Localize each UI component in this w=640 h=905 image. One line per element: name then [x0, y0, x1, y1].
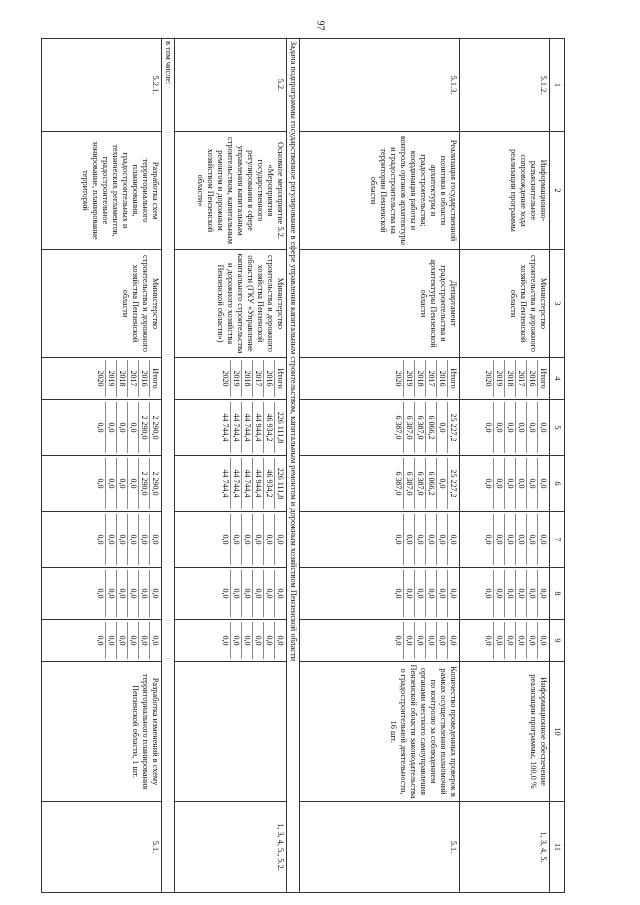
- c7-value: 0,0: [274, 514, 285, 565]
- c7-value: 0,0: [414, 514, 425, 565]
- cell-c9: [460, 620, 550, 662]
- c9-value: 0,0: [484, 635, 493, 646]
- years-value: 2019: [493, 360, 504, 397]
- activity-name: Реализация государственной политики в области архитектуры и градостроительства; координация работы и контроль органов архитектуры и градостроительства на территории Пензенской области: [300, 132, 460, 250]
- indicator: Количество проведенных проверок в рамках осуществления полномочий по контролю за соблюдением органами местного самоуправления Пензенской области законодательства о градостроительной деятельности, 16 шт.: [300, 662, 460, 802]
- c5-value: 6 066,2: [425, 402, 436, 453]
- c7-value: 0,0: [526, 514, 537, 565]
- c5-value: 0,0: [116, 402, 127, 453]
- c7-value: 0,0: [127, 514, 138, 565]
- executor: Министерство строительства и дорожного хозяйства Пензенской области: [42, 250, 162, 358]
- c8-value: 0,0: [221, 588, 230, 599]
- c6-value: 0,0: [526, 458, 537, 509]
- years-value: 2020: [221, 370, 230, 387]
- years-value: 2018: [116, 360, 127, 397]
- years-value: Итого: [274, 360, 285, 397]
- years-value: Итого: [537, 360, 548, 397]
- c6-value: 2 290,0: [149, 458, 160, 509]
- cell-c6: [300, 456, 460, 512]
- c9-value: 0,0: [537, 622, 548, 659]
- c8-value: 0,0: [493, 570, 504, 617]
- c7-value: 0,0: [263, 514, 274, 565]
- cell-c5: [300, 400, 460, 456]
- c5-value: 6 387,0: [403, 402, 414, 453]
- cell-c8: [300, 568, 460, 620]
- rotated-page: [47, 38, 565, 892]
- activity-name: Основное мероприятие 5.2. «Мероприятия государственного регулирования в сфере управления капитальным строительством, капитальным ремонтом и дорожным хозяйством Пензенской области»: [175, 132, 287, 250]
- years-value: Итого: [149, 360, 160, 397]
- c8-value: 0,0: [447, 570, 458, 617]
- years-value: 2018: [414, 360, 425, 397]
- indicator: Информационное обеспечение реализации программы, 100,0 %: [460, 662, 550, 802]
- table-row: [460, 39, 550, 893]
- years-value: 2017: [515, 360, 526, 397]
- cell-years: [175, 358, 287, 400]
- c5-value: 6 387,0: [394, 415, 403, 440]
- task-heading: Задача подпрограммы государственное регулирование в сфере управления капитальным строительством, капитальным ремонтом и дорожным хозяйством Пензенской области: [287, 39, 300, 893]
- c8-value: 0,0: [414, 570, 425, 617]
- c9-value: 0,0: [526, 622, 537, 659]
- c7-value: 0,0: [425, 514, 436, 565]
- table-row: [42, 39, 162, 893]
- c5-value: 44 944,4: [252, 402, 263, 453]
- c6-value: 44 744,4: [241, 458, 252, 509]
- c9-value: 0,0: [252, 622, 263, 659]
- c5-value: 2 290,0: [149, 402, 160, 453]
- program-table: [41, 38, 565, 893]
- c6-value: 6 387,0: [414, 458, 425, 509]
- years-value: 2019: [403, 360, 414, 397]
- c6-value: 0,0: [436, 458, 447, 509]
- activity-name: Информационно-разъяснительное сопровождение хода реализации программы: [460, 132, 550, 250]
- c6-value: 0,0: [537, 458, 548, 509]
- c5-value: 46 934,2: [263, 402, 274, 453]
- c8-value: 0,0: [403, 570, 414, 617]
- years-value: 2019: [230, 360, 241, 397]
- c9-value: 0,0: [230, 622, 241, 659]
- c5-value: 6 387,0: [414, 402, 425, 453]
- c6-value: 2 290,0: [138, 458, 149, 509]
- years-value: Итого: [447, 360, 458, 397]
- years-value: 2016: [436, 360, 447, 397]
- c6-value: 6 387,0: [394, 471, 403, 496]
- links: 5.1.: [300, 802, 460, 893]
- cell-c7: [175, 512, 287, 568]
- c7-value: 0,0: [394, 534, 403, 545]
- c8-value: 0,0: [537, 570, 548, 617]
- c6-value: 44 744,4: [221, 469, 230, 498]
- col-num-3: 3: [550, 250, 565, 358]
- links: 5.1.: [42, 802, 162, 893]
- c5-value: 25 227,2: [447, 402, 458, 453]
- c6-value: 226 111,8: [274, 458, 285, 509]
- indicator: Разработка изменений в схему территориального планирования Пензенской области, 1 шт.: [42, 662, 162, 802]
- col-num-1: 1: [550, 39, 565, 132]
- cell-c9: [300, 620, 460, 662]
- c5-value: 0,0: [537, 402, 548, 453]
- c9-value: 0,0: [436, 622, 447, 659]
- c9-value: 0,0: [515, 622, 526, 659]
- c7-value: 0,0: [241, 514, 252, 565]
- links: 1, 3, 4, 5., 5.2.: [175, 802, 287, 893]
- c5-value: 0,0: [526, 402, 537, 453]
- cell-c6: [460, 456, 550, 512]
- c9-value: 0,0: [105, 622, 116, 659]
- cell-c7: [460, 512, 550, 568]
- c9-value: 0,0: [116, 622, 127, 659]
- years-value: 2017: [252, 360, 263, 397]
- links: 1, 3, 4, 5.: [460, 802, 550, 893]
- c6-value: 44 944,4: [252, 458, 263, 509]
- c6-value: 0,0: [96, 478, 105, 489]
- cell-c8: [42, 568, 162, 620]
- c8-value: 0,0: [105, 570, 116, 617]
- c9-value: 0,0: [221, 635, 230, 646]
- c7-value: 0,0: [484, 534, 493, 545]
- c8-value: 0,0: [425, 570, 436, 617]
- c5-value: 0,0: [127, 402, 138, 453]
- c7-value: 0,0: [436, 514, 447, 565]
- c9-value: 0,0: [96, 635, 105, 646]
- c6-value: 6 387,0: [403, 458, 414, 509]
- c5-value: 2 290,0: [138, 402, 149, 453]
- years-value: 2016: [263, 360, 274, 397]
- task-heading-row: [287, 39, 300, 893]
- c7-value: 0,0: [515, 514, 526, 565]
- cell-c5: [175, 400, 287, 456]
- cell-years: [460, 358, 550, 400]
- executor: Министерство строительства и дорожного хозяйства Пензенской области (ГКУ «Управление капитального строительства и дорожного хозяйства Пензенской области»): [175, 250, 287, 358]
- c9-value: 0,0: [414, 622, 425, 659]
- cell-c6: [175, 456, 287, 512]
- cell-c7: [42, 512, 162, 568]
- c9-value: 0,0: [127, 622, 138, 659]
- c8-value: 0,0: [263, 570, 274, 617]
- c8-value: 0,0: [274, 570, 285, 617]
- table-row: [175, 39, 287, 893]
- col-num-9: 9: [550, 620, 565, 662]
- c7-value: 0,0: [96, 534, 105, 545]
- c7-value: 0,0: [493, 514, 504, 565]
- c7-value: 0,0: [116, 514, 127, 565]
- c5-value: 0,0: [436, 402, 447, 453]
- col-num-10: 10: [550, 662, 565, 802]
- c7-value: 0,0: [252, 514, 263, 565]
- c9-value: 0,0: [394, 635, 403, 646]
- years-value: 2019: [105, 360, 116, 397]
- c6-value: 6 066,2: [425, 458, 436, 509]
- cell-c6: [42, 456, 162, 512]
- c5-value: 44 744,4: [241, 402, 252, 453]
- c8-value: 0,0: [484, 588, 493, 599]
- c8-value: 0,0: [127, 570, 138, 617]
- executor: Министерство строительства и дорожного хозяйства Пензенской области: [460, 250, 550, 358]
- years-value: 2017: [425, 360, 436, 397]
- c9-value: 0,0: [504, 622, 515, 659]
- years-value: 2020: [96, 370, 105, 387]
- c7-value: 0,0: [138, 514, 149, 565]
- c8-value: 0,0: [149, 570, 160, 617]
- col-num-6: 6: [550, 456, 565, 512]
- c5-value: 0,0: [96, 422, 105, 433]
- c9-value: 0,0: [403, 622, 414, 659]
- c7-value: 0,0: [447, 514, 458, 565]
- c6-value: 44 744,4: [230, 458, 241, 509]
- c9-value: 0,0: [493, 622, 504, 659]
- cell-c9: [175, 620, 287, 662]
- c7-value: 0,0: [403, 514, 414, 565]
- cell-c5: [42, 400, 162, 456]
- c5-value: 44 744,4: [230, 402, 241, 453]
- c9-value: 0,0: [274, 622, 285, 659]
- c9-value: 0,0: [447, 622, 458, 659]
- col-num-7: 7: [550, 512, 565, 568]
- c5-value: 0,0: [504, 402, 515, 453]
- c7-value: 0,0: [105, 514, 116, 565]
- table-row: [300, 39, 460, 893]
- c6-value: 0,0: [116, 458, 127, 509]
- subheading-row: [162, 39, 175, 893]
- years-value: 2018: [241, 360, 252, 397]
- indicator: [175, 662, 287, 802]
- c8-value: 0,0: [252, 570, 263, 617]
- executor: Департамент градостроительства и архитектуры Пензенской области: [300, 250, 460, 358]
- c6-value: 46 934,2: [263, 458, 274, 509]
- cell-c8: [460, 568, 550, 620]
- row-number: 5.2.1.: [42, 39, 162, 132]
- c5-value: 0,0: [105, 402, 116, 453]
- activity-name: Разработка схем территориального планирования, градостроительных и технических регламентов, градостроительное зонирование, планирование территорий: [42, 132, 162, 250]
- c5-value: 226 111,8: [274, 402, 285, 453]
- cell-years: [300, 358, 460, 400]
- c9-value: 0,0: [138, 622, 149, 659]
- c8-value: 0,0: [138, 570, 149, 617]
- c9-value: 0,0: [149, 622, 160, 659]
- years-value: 2016: [138, 360, 149, 397]
- c7-value: 0,0: [504, 514, 515, 565]
- c7-value: 0,0: [221, 534, 230, 545]
- c6-value: 0,0: [493, 458, 504, 509]
- years-value: 2020: [394, 370, 403, 387]
- c5-value: 0,0: [484, 422, 493, 433]
- cell-c9: [42, 620, 162, 662]
- c8-value: 0,0: [230, 570, 241, 617]
- col-num-2: 2: [550, 132, 565, 250]
- c6-value: 0,0: [127, 458, 138, 509]
- c5-value: 0,0: [515, 402, 526, 453]
- cell-c5: [460, 400, 550, 456]
- cell-years: [42, 358, 162, 400]
- c8-value: 0,0: [241, 570, 252, 617]
- c8-value: 0,0: [436, 570, 447, 617]
- c5-value: 44 744,4: [221, 413, 230, 442]
- c5-value: 0,0: [493, 402, 504, 453]
- years-value: 2018: [504, 360, 515, 397]
- years-value: 2020: [484, 370, 493, 387]
- row-number: 5.1.2.: [460, 39, 550, 132]
- c8-value: 0,0: [526, 570, 537, 617]
- c8-value: 0,0: [394, 588, 403, 599]
- c7-value: 0,0: [230, 514, 241, 565]
- c6-value: 0,0: [105, 458, 116, 509]
- c7-value: 0,0: [149, 514, 160, 565]
- col-num-11: 11: [550, 802, 565, 893]
- cell-c8: [175, 568, 287, 620]
- col-num-8: 8: [550, 568, 565, 620]
- c6-value: 25 227,2: [447, 458, 458, 509]
- years-value: 2016: [526, 360, 537, 397]
- years-value: 2017: [127, 360, 138, 397]
- col-num-5: 5: [550, 400, 565, 456]
- c6-value: 0,0: [484, 478, 493, 489]
- row-number: 5.2.: [175, 39, 287, 132]
- subheading: в том числе:: [162, 39, 175, 893]
- col-num-4: 4: [550, 358, 565, 400]
- c9-value: 0,0: [241, 622, 252, 659]
- cell-c7: [300, 512, 460, 568]
- c8-value: 0,0: [116, 570, 127, 617]
- c8-value: 0,0: [504, 570, 515, 617]
- c9-value: 0,0: [263, 622, 274, 659]
- c8-value: 0,0: [96, 588, 105, 599]
- c7-value: 0,0: [537, 514, 548, 565]
- row-number: 5.1.3.: [300, 39, 460, 132]
- c6-value: 0,0: [504, 458, 515, 509]
- column-number-row: [550, 39, 565, 893]
- c9-value: 0,0: [425, 622, 436, 659]
- page-number: 97: [314, 20, 326, 31]
- c6-value: 0,0: [515, 458, 526, 509]
- c8-value: 0,0: [515, 570, 526, 617]
